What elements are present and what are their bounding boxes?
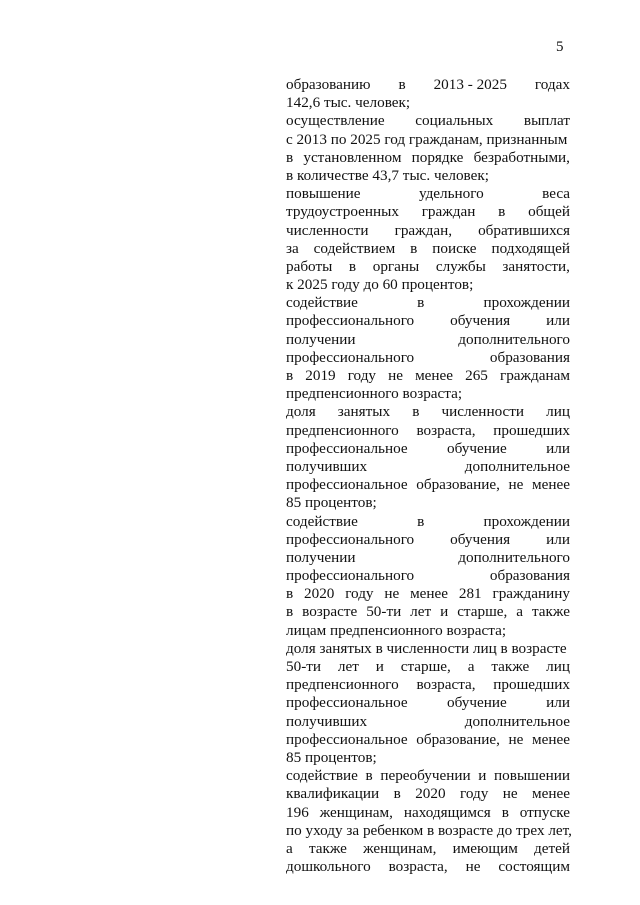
text-line — [286, 694, 570, 712]
text-word: годах — [534, 76, 570, 93]
text-word: в — [365, 767, 373, 785]
text-word: не — [502, 785, 518, 803]
text-line — [286, 640, 570, 658]
text-line — [286, 331, 570, 349]
text-line — [286, 131, 570, 149]
text-word: занятости, — [502, 257, 570, 275]
text-line — [286, 185, 570, 203]
text-line — [286, 385, 570, 403]
text-word: 281 — [458, 585, 482, 603]
text-word: в — [412, 403, 420, 421]
text-word: состоящим — [498, 858, 570, 876]
text-word: году — [345, 585, 374, 603]
text-line — [286, 513, 570, 531]
text-word: в — [498, 203, 506, 221]
text-word: поиске — [432, 239, 477, 257]
text-line — [286, 422, 570, 440]
text-word: а — [467, 658, 475, 675]
text-word: установленном — [303, 148, 402, 166]
text-word: не — [508, 476, 524, 494]
text-word: подходящей — [491, 239, 570, 257]
text-line — [286, 731, 570, 749]
text-word: социальных — [415, 112, 494, 130]
text-word: доля — [286, 403, 316, 421]
text-line — [286, 804, 570, 822]
text-word: возраста, — [416, 421, 476, 439]
text-word: лиц — [546, 658, 570, 675]
text-word: профессионального — [286, 530, 415, 548]
text-word: прохождении — [483, 512, 570, 530]
text-line — [286, 531, 570, 549]
text-word: также — [308, 839, 347, 857]
text-line — [286, 294, 570, 312]
text-word: граждан, — [394, 221, 453, 239]
text-line — [286, 167, 570, 185]
text-line — [286, 476, 570, 494]
text-word: и — [478, 767, 487, 785]
text-word: профессиональное — [286, 439, 408, 457]
text-line — [286, 567, 570, 585]
text-word: обратившихся — [478, 221, 570, 239]
text-word: или — [546, 694, 570, 712]
text-word: образование, — [416, 476, 500, 494]
text-word: численности — [441, 403, 525, 421]
text-line — [286, 222, 570, 240]
text-word: году — [347, 367, 377, 384]
text-word: в — [417, 512, 425, 530]
text-word: в — [501, 803, 509, 821]
text-word: не — [384, 585, 400, 603]
text-word: старше, — [400, 658, 451, 675]
text-word: дополнительного — [458, 330, 570, 348]
text-word: гражданину — [492, 585, 570, 603]
text-line — [286, 94, 570, 112]
text-word: доля занятых в численности лиц в возрасте — [286, 639, 567, 657]
text-word: лицам предпенсионного возраста; — [286, 621, 507, 639]
text-word: с 2013 по 2025 год гражданам, признанным — [286, 130, 568, 148]
text-word: в количестве 43,7 тыс. человек; — [286, 166, 489, 184]
text-word: получении — [286, 330, 356, 348]
text-line — [286, 767, 570, 785]
text-word: получивших — [286, 712, 368, 730]
text-line — [286, 76, 570, 94]
text-line — [286, 658, 570, 676]
text-word: 2013 - 2025 — [433, 76, 507, 93]
text-word: обучение — [447, 694, 507, 712]
text-word: менее — [410, 585, 449, 603]
text-word: за — [286, 239, 299, 257]
text-line — [286, 149, 570, 167]
text-word: а — [286, 839, 293, 857]
text-line — [286, 749, 570, 767]
text-word: в — [393, 785, 401, 803]
text-line — [286, 258, 570, 276]
text-word: не — [388, 367, 403, 384]
text-line — [286, 312, 570, 330]
text-word: содействие — [286, 512, 358, 530]
text-line — [286, 603, 570, 621]
text-word: в — [286, 585, 294, 603]
text-line — [286, 240, 570, 258]
text-line — [286, 403, 570, 421]
text-word: осуществление — [286, 112, 385, 130]
text-word: граждан — [421, 203, 476, 221]
text-word: женщинам, — [319, 803, 393, 821]
text-word: к 2025 году до 60 процентов; — [286, 276, 474, 294]
text-word: в — [286, 367, 294, 384]
text-word: лет — [410, 603, 432, 621]
text-word: органы — [372, 257, 420, 275]
text-line — [286, 367, 570, 385]
text-word: менее — [415, 367, 454, 384]
text-word: 50-ти — [366, 603, 402, 621]
text-line — [286, 676, 570, 694]
text-word: образования — [489, 348, 570, 366]
text-word: 2020 — [304, 585, 335, 603]
text-word: дошкольного — [286, 858, 371, 876]
text-word: в — [417, 294, 425, 312]
text-word: 2020 — [415, 785, 446, 803]
text-word: 265 — [465, 367, 488, 384]
text-word: или — [546, 439, 570, 457]
text-word: 85 процентов; — [286, 494, 377, 512]
text-line — [286, 458, 570, 476]
text-word: или — [546, 312, 570, 330]
text-word: порядке — [411, 148, 464, 166]
text-word: лет — [337, 658, 359, 675]
text-word: году — [459, 785, 489, 803]
text-line — [286, 494, 570, 512]
text-word: получении — [286, 548, 356, 566]
text-word: менее — [532, 730, 570, 748]
text-word: получивших — [286, 457, 368, 475]
text-word: лиц — [546, 403, 570, 421]
page-number: 5 — [556, 39, 564, 55]
text-line — [286, 349, 570, 367]
text-word: 85 процентов; — [286, 748, 377, 766]
text-word: старше, — [457, 603, 508, 621]
text-line — [286, 713, 570, 731]
text-word: дополнительное — [464, 457, 570, 475]
text-word: профессиональное — [286, 730, 408, 748]
text-word: возраста, — [416, 676, 476, 694]
text-line — [286, 858, 570, 876]
text-word: также — [491, 658, 530, 675]
text-word: находящимся — [403, 803, 491, 821]
text-word: детей — [534, 839, 570, 857]
text-word: выплат — [523, 112, 570, 130]
text-word: безработными, — [473, 148, 570, 166]
text-word: менее — [532, 476, 570, 494]
text-word: удельного — [418, 185, 484, 203]
text-word: имеющим — [452, 839, 518, 857]
text-word: или — [546, 530, 570, 548]
text-line — [286, 203, 570, 221]
text-word: численности — [286, 221, 369, 239]
text-word: не — [508, 730, 524, 748]
text-word: 50-ти — [286, 658, 322, 675]
text-word: предпенсионного возраста; — [286, 385, 463, 403]
text-word: дополнительное — [464, 712, 570, 730]
text-word: в — [286, 603, 294, 621]
text-word: занятых — [337, 403, 391, 421]
text-word: и — [440, 603, 449, 621]
text-word: прохождении — [483, 294, 570, 312]
text-word: по уходу за ребенком в возрасте до трех лет, — [286, 821, 572, 839]
text-word: содействие — [286, 767, 358, 785]
text-word: в — [398, 76, 406, 93]
text-word: веса — [542, 185, 570, 203]
text-line — [286, 440, 570, 458]
text-word: профессионального — [286, 348, 415, 366]
text-word: образование, — [416, 730, 500, 748]
text-line — [286, 112, 570, 130]
text-word: содействие — [286, 294, 358, 312]
text-word: менее — [532, 785, 570, 803]
text-word: предпенсионного — [286, 421, 399, 439]
text-word: возрасте — [302, 603, 358, 621]
text-word: общей — [528, 203, 570, 221]
text-word: прошедших — [493, 676, 570, 694]
text-word: и — [375, 658, 384, 675]
text-line — [286, 822, 570, 840]
text-word: профессиональное — [286, 694, 408, 712]
text-word: содействием — [313, 239, 396, 257]
text-word: профессионального — [286, 312, 415, 330]
text-word: в — [348, 257, 357, 275]
text-word: 2019 — [305, 367, 336, 384]
text-word: повышении — [494, 767, 570, 785]
text-word: обучение — [447, 439, 507, 457]
text-word: обучения — [450, 312, 511, 330]
text-word: образованию — [286, 76, 371, 93]
text-word: 142,6 тыс. человек; — [286, 94, 411, 112]
text-word: переобучении — [380, 767, 471, 785]
text-word: возраста, — [388, 858, 448, 876]
text-line — [286, 785, 570, 803]
text-word: предпенсионного — [286, 676, 399, 694]
text-word: обучения — [450, 530, 511, 548]
text-word: в — [286, 148, 294, 166]
text-word: также — [531, 603, 570, 621]
text-word: не — [465, 858, 481, 876]
text-line — [286, 840, 570, 858]
text-line — [286, 549, 570, 567]
text-word: в — [410, 239, 418, 257]
text-word: профессионального — [286, 567, 415, 585]
text-word: дополнительного — [458, 548, 570, 566]
text-word: службы — [435, 257, 486, 275]
text-word: прошедших — [493, 421, 570, 439]
text-word: гражданам — [499, 367, 570, 384]
text-word: повышение — [286, 185, 361, 203]
text-word: 196 — [286, 803, 309, 821]
text-word: женщинам, — [363, 839, 437, 857]
text-word: трудоустроенных — [286, 203, 399, 221]
text-word: отпуске — [519, 803, 570, 821]
text-line — [286, 622, 570, 640]
document-text-column — [286, 76, 570, 876]
text-word: а — [516, 603, 524, 621]
text-line — [286, 276, 570, 294]
text-word: работы — [286, 257, 333, 275]
text-word: профессиональное — [286, 476, 408, 494]
text-word: квалификации — [286, 785, 380, 803]
text-line — [286, 585, 570, 603]
text-word: образования — [489, 567, 570, 585]
